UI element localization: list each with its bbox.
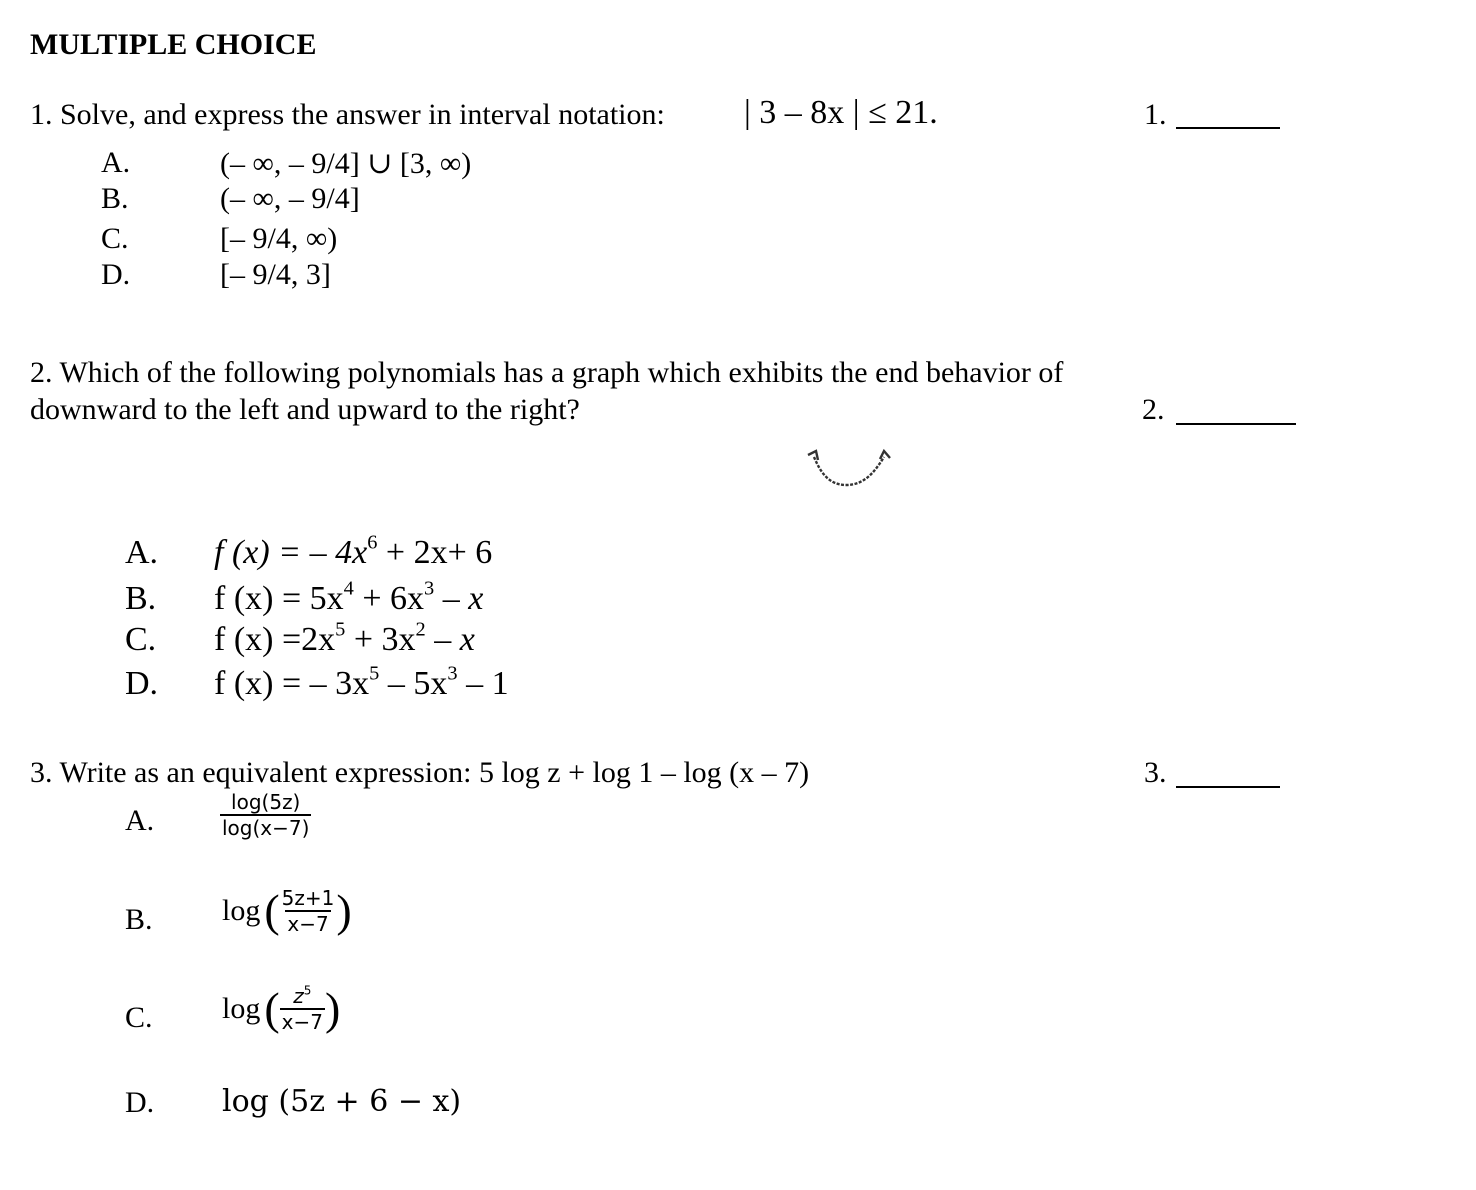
q3-option-d-letter: D. xyxy=(125,1086,155,1119)
q1-answer-label: 1. xyxy=(1144,98,1167,131)
q2-answer-blank[interactable] xyxy=(1176,423,1296,425)
q3-option-b-expression[interactable]: log ( $\frac{5z+1}{x-7}$ ) xyxy=(222,885,352,936)
q2-answer-label: 2. xyxy=(1142,393,1165,426)
q2-option-d-text[interactable]: f (x) = – $3x^5 - 5x^3 - 1$ xyxy=(214,662,509,702)
q1-option-c-letter: C. xyxy=(101,222,129,255)
q2-prompt-line2: downward to the left and upward to the right? xyxy=(30,393,580,426)
section-heading: MULTIPLE CHOICE xyxy=(30,28,317,61)
q2-prompt-line1: 2. Which of the following polynomials has a graph which exhibits the end behavior of xyxy=(30,356,1064,389)
q2-option-a-text[interactable]: f (x) = – $4x^6 + 2x+ 6$ xyxy=(214,531,493,571)
q3-option-a-numerator: log(5z) xyxy=(231,790,301,814)
q1-option-d-letter: D. xyxy=(101,258,131,291)
q3-option-b-letter: B. xyxy=(125,903,153,936)
q1-prompt: 1. Solve, and express the answer in interval notation: xyxy=(30,98,665,131)
q3-prompt: 3. Write as an equivalent expression: 5 log z + log 1 – log (x – 7) xyxy=(30,756,810,789)
q2-option-c-letter: C. xyxy=(125,621,157,658)
q3-option-c-letter: C. xyxy=(125,1001,153,1034)
q1-option-c-text[interactable]: [– 9/4, ∞) xyxy=(220,222,338,255)
q3-option-a-letter: A. xyxy=(125,804,155,837)
q2-option-b-letter: B. xyxy=(125,580,157,617)
q2-option-b-text[interactable]: f $(x) = 5x^4 + 6x^3 - x$ xyxy=(214,577,484,617)
q1-option-d-text[interactable]: [– 9/4, 3] xyxy=(220,258,331,291)
q1-answer-blank[interactable] xyxy=(1176,127,1280,129)
q2-option-c-text[interactable]: f $(x) =2x^5 + 3x^2 - x$ xyxy=(214,618,475,658)
q3-answer-label: 3. xyxy=(1144,756,1167,789)
q2-option-d-letter: D. xyxy=(125,665,159,702)
q3-option-a-fraction[interactable] xyxy=(220,790,311,840)
q3-option-c-expression[interactable]: log ( $\frac{z^5}{x-7}$ ) xyxy=(222,983,341,1034)
q1-option-b-text[interactable]: (– ∞, – 9/4] xyxy=(220,182,360,215)
q3-answer-blank[interactable] xyxy=(1176,786,1280,788)
q3-option-d-text[interactable]: log (5z + 6 − x) xyxy=(222,1084,462,1119)
q1-option-b-letter: B. xyxy=(101,182,129,215)
q3-option-a-denominator: log(x−7) xyxy=(222,816,310,840)
q1-expression: | 3 – 8x | ≤ 21. xyxy=(744,94,938,131)
q1-option-a-letter: A. xyxy=(101,146,131,179)
q2-option-a-letter: A. xyxy=(125,534,159,571)
end-behavior-graph-icon xyxy=(800,445,896,495)
q1-option-a-text[interactable]: (– ∞, – 9/4] ∪ [3, ∞) xyxy=(220,147,472,180)
